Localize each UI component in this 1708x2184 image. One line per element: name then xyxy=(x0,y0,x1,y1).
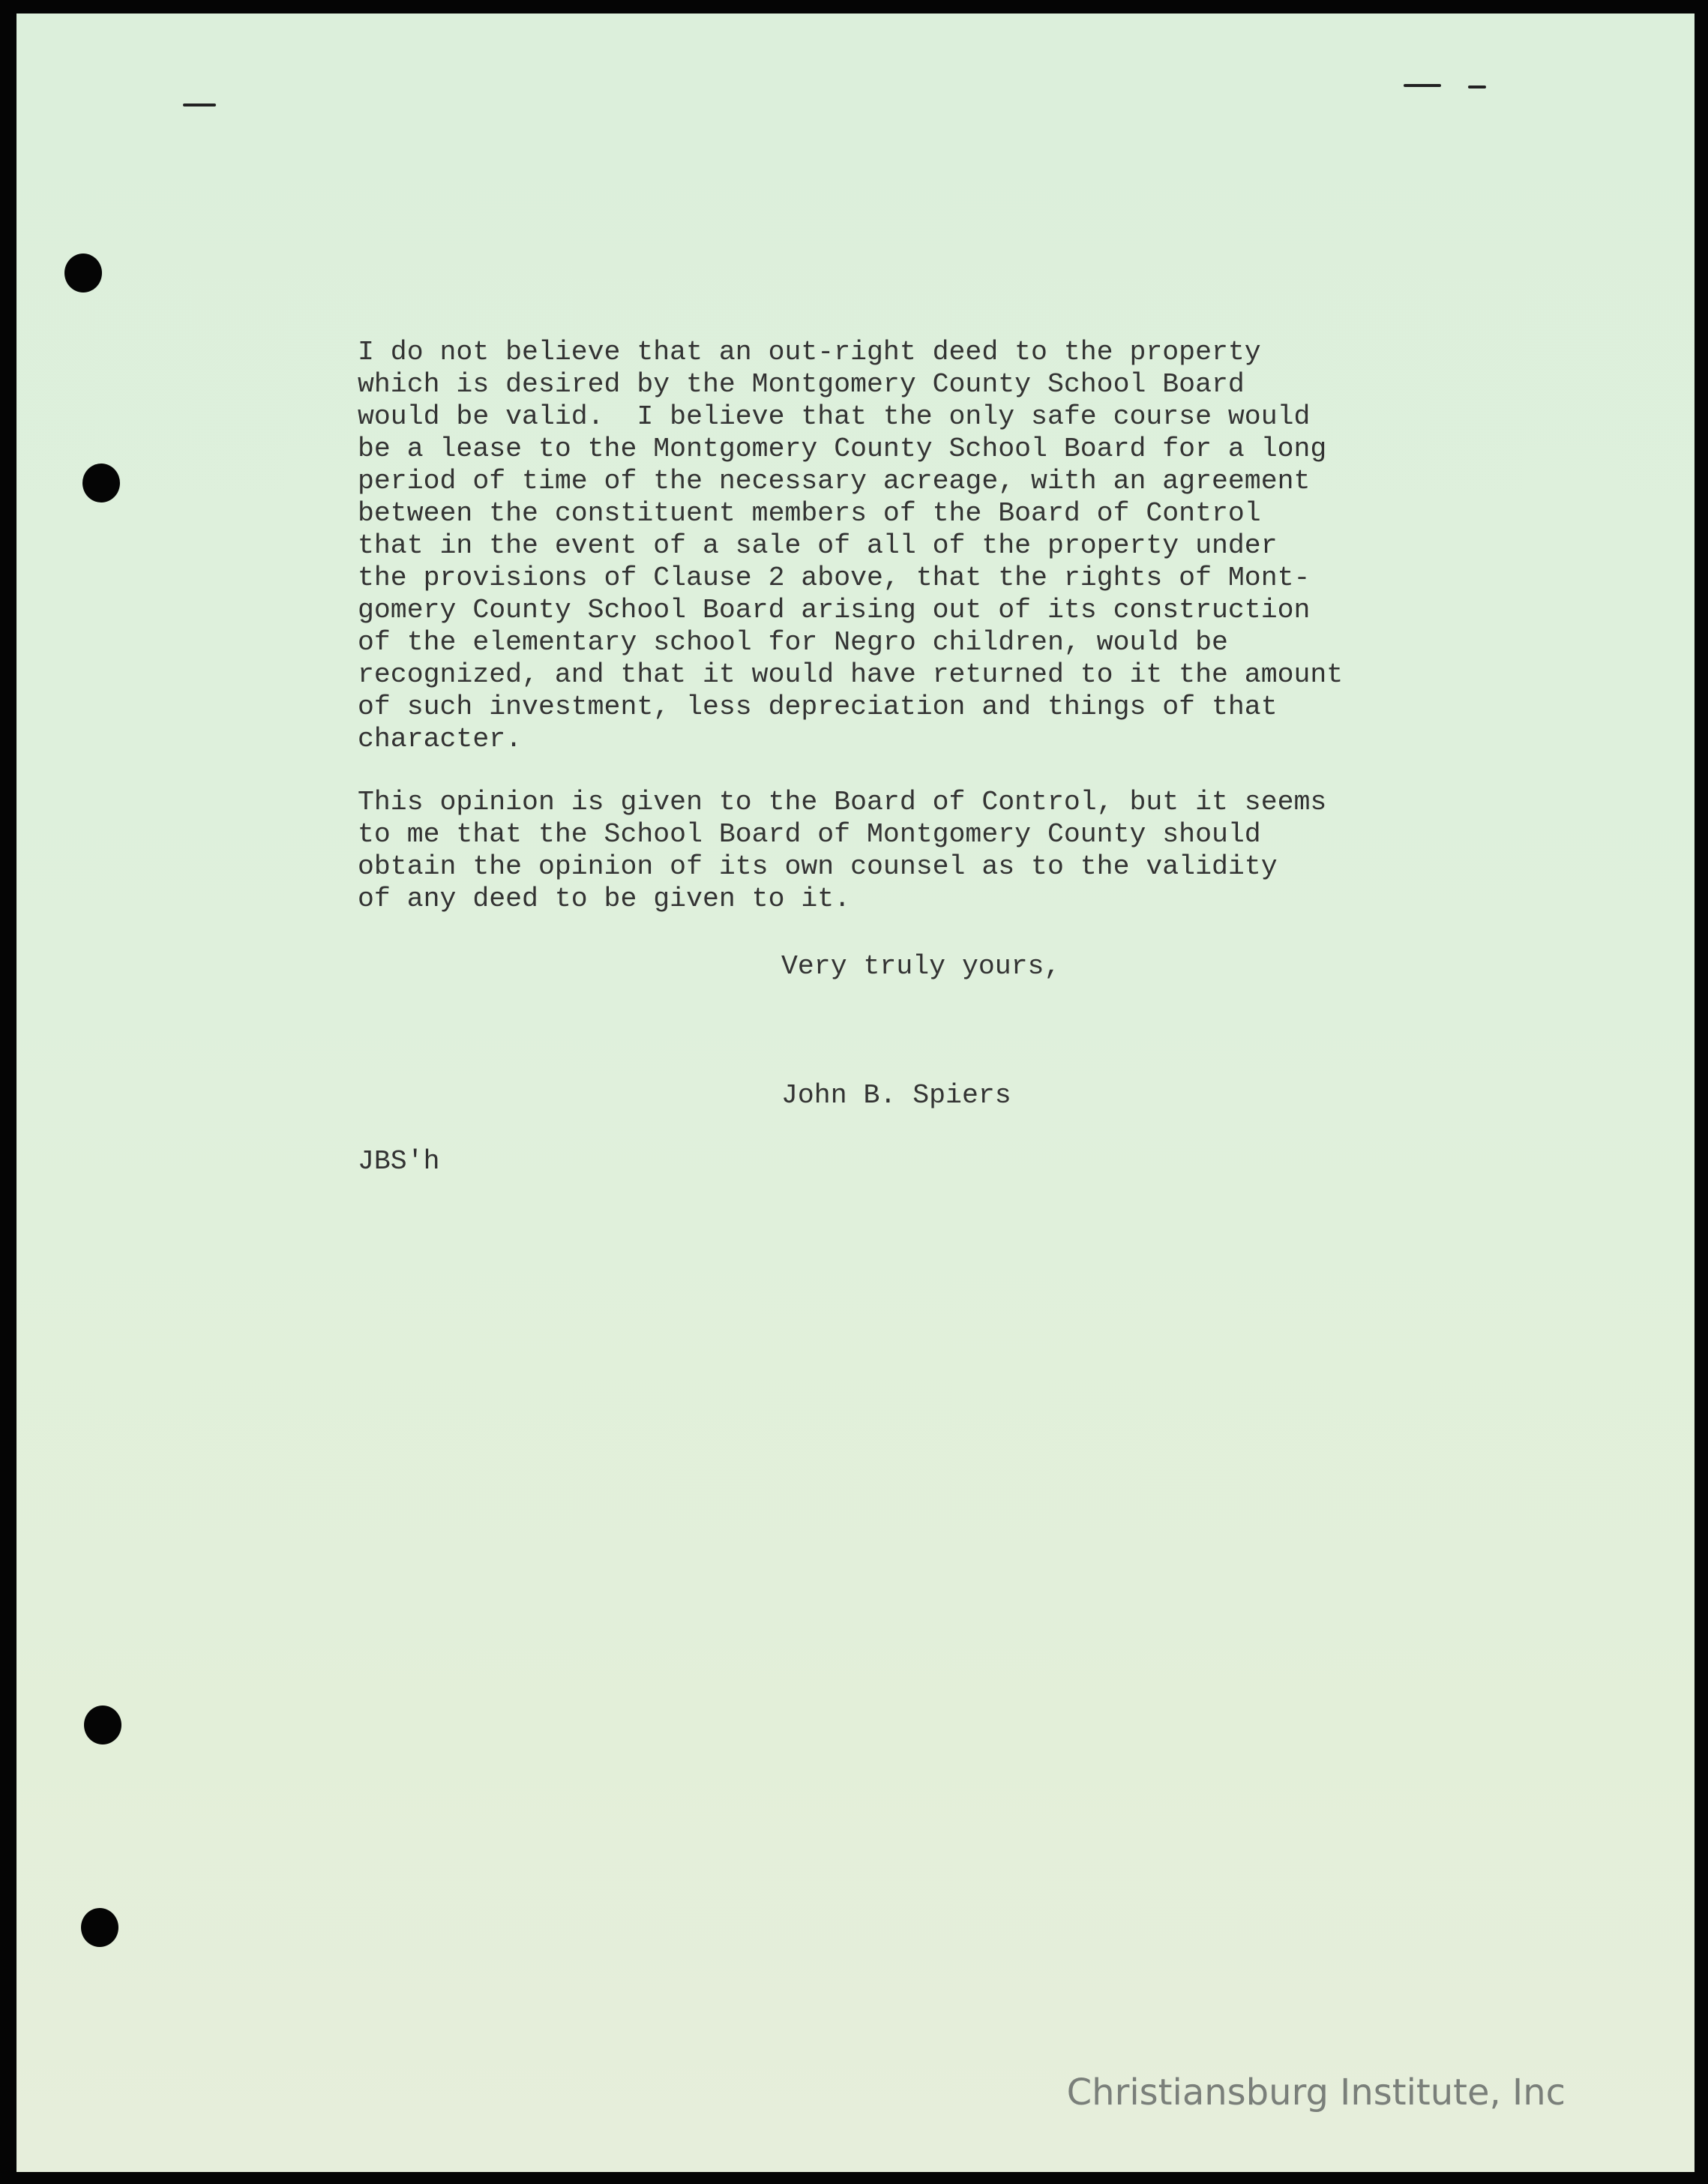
closing-line: Very truly yours, xyxy=(781,951,1061,982)
text-line: gomery County School Board arising out of its construction xyxy=(358,595,1311,626)
text-line: would be valid. I believe that the only safe course would xyxy=(358,401,1311,432)
text-line: between the constituent members of the Board of Control xyxy=(358,498,1261,529)
punch-hole-2 xyxy=(82,464,120,502)
text-line: of the elementary school for Negro children, would be xyxy=(358,627,1228,658)
text-line: of any deed to be given to it. xyxy=(358,884,851,914)
text-line: character. xyxy=(358,724,523,754)
typist-initials: JBS'h xyxy=(358,1146,440,1177)
punch-hole-3 xyxy=(84,1706,121,1744)
text-line: I do not believe that an out-right deed to the property xyxy=(358,337,1261,368)
paragraph-2 xyxy=(358,786,1326,915)
text-line: This opinion is given to the Board of Control, but it seems xyxy=(358,787,1327,818)
text-line: which is desired by the Montgomery County School Board xyxy=(358,369,1245,400)
top-right-mark xyxy=(1404,84,1441,87)
paragraph-1 xyxy=(358,336,1343,755)
watermark-text: Christiansburg Institute, Inc xyxy=(1066,2072,1566,2114)
text-line: that in the event of a sale of all of the property under xyxy=(358,530,1278,561)
top-left-mark xyxy=(183,104,216,106)
text-line: of such investment, less depreciation and things of that xyxy=(358,692,1278,722)
punch-hole-4 xyxy=(81,1908,118,1947)
text-line: the provisions of Clause 2 above, that the rights of Mont- xyxy=(358,562,1311,593)
text-line: obtain the opinion of its own counsel as to the validity xyxy=(358,851,1278,882)
text-line: to me that the School Board of Montgomery County should xyxy=(358,819,1261,850)
punch-hole-1 xyxy=(64,254,102,292)
signature-name: John B. Spiers xyxy=(781,1080,1011,1111)
top-right-mark-2 xyxy=(1468,86,1486,88)
document-page xyxy=(16,14,1695,2172)
text-line: recognized, and that it would have returned to it the amount xyxy=(358,659,1344,690)
text-line: period of time of the necessary acreage, with an agreement xyxy=(358,466,1311,496)
text-line: be a lease to the Montgomery County School Board for a long xyxy=(358,434,1327,464)
